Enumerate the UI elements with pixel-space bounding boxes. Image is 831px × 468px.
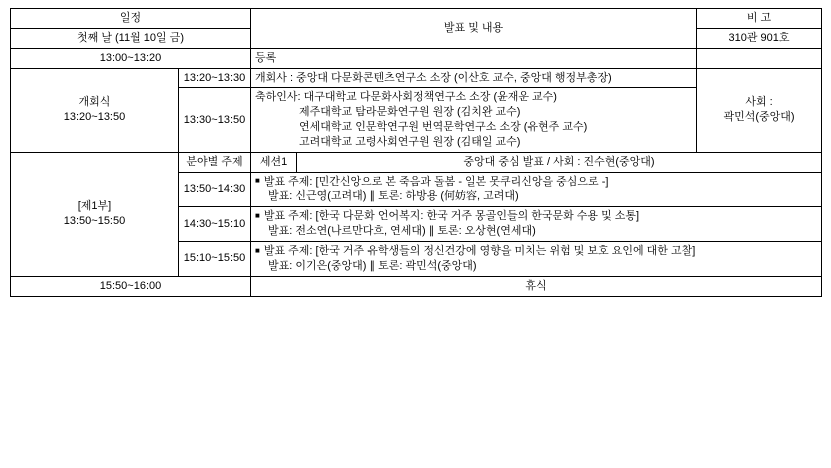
opening-title-time: 13:20~13:50	[63, 111, 126, 124]
opening-line: 제주대학교 탐라문화연구원 원장 (김치완 교수)	[299, 106, 521, 119]
opening-line: 개회사 : 중앙대 다문화콘텐츠연구소 소장 (이산호 교수, 중앙대 행정부총장)	[255, 71, 612, 84]
opening-row-title	[11, 68, 179, 152]
presenter-discussant: 발표: 이기은(중앙대) ∥ 토론: 곽민석(중앙대)	[268, 259, 477, 272]
presentation-title	[255, 209, 817, 224]
part1-row-title	[11, 152, 179, 276]
table-row	[11, 68, 822, 88]
part1-item-content-3	[251, 241, 822, 276]
break-label: 휴식	[251, 276, 822, 296]
table-row	[11, 48, 822, 68]
part1-item-time-3: 15:10~15:50	[179, 241, 251, 276]
part1-item-content-2	[251, 207, 822, 242]
header-schedule-title: 일정	[11, 9, 251, 29]
opening-line: 연세대학교 인문학연구원 번역문학연구소 소장 (유현주 교수)	[299, 121, 588, 134]
part1-title-text: [제1부]	[77, 200, 112, 213]
schedule-table	[10, 8, 822, 297]
part1-item-time-2: 14:30~15:10	[179, 207, 251, 242]
opening-item-content-1	[251, 68, 697, 88]
registration-time: 13:00~13:20	[11, 48, 251, 68]
presenter-discussant: 발표: 신근영(고려대) ∥ 토론: 하방용 (何妨容, 고려대)	[268, 190, 519, 203]
registration-label: 등록	[251, 48, 697, 68]
opening-host-line-1: 사회 :	[745, 96, 773, 109]
bullet-icon: ■	[255, 245, 260, 255]
bullet-icon: ■	[255, 210, 260, 220]
part1-item-content-1	[251, 172, 822, 207]
bullet-icon: ■	[255, 176, 260, 186]
break-time: 15:50~16:00	[11, 276, 251, 296]
header-content-title: 발표 및 내용	[251, 9, 697, 49]
table-header-row-1	[11, 9, 822, 29]
opening-item-time-1: 13:20~13:30	[179, 68, 251, 88]
table-row	[11, 152, 822, 172]
header-note-title: 비 고	[697, 9, 822, 29]
opening-line: 축하인사: 대구대학교 다문화사회정책연구소 소장 (윤재운 교수)	[255, 91, 557, 104]
opening-title-text: 개회식	[78, 96, 111, 109]
presentation-title	[255, 244, 817, 259]
presentation-title-text: 발표 주제: [한국 다문화 언어복지: 한국 거주 몽골인들의 한국문화 수용 및 소통]	[263, 210, 640, 223]
opening-host-line-2: 곽민석(중앙대)	[723, 111, 795, 124]
session-number-label: 세션1	[251, 152, 297, 172]
opening-host	[697, 68, 822, 152]
opening-line: 고려대학교 고령사회연구원 원장 (김태일 교수)	[299, 135, 521, 148]
table-row	[11, 276, 822, 296]
registration-note	[697, 48, 822, 68]
presentation-title-text: 발표 주제: [민간신앙으로 본 죽음과 돌봄 - 일본 못쿠리신앙을 중심으로 -]	[263, 175, 609, 188]
header-room-label: 310관 901호	[697, 28, 822, 48]
header-day-label: 첫째 날 (11월 10일 금)	[11, 28, 251, 48]
part1-item-time-1: 13:50~14:30	[179, 172, 251, 207]
presentation-title	[255, 175, 817, 190]
presentation-title-text: 발표 주제: [한국 거주 유학생들의 정신건강에 영향을 미치는 위험 및 보호 요인에 대한 고찰]	[263, 244, 696, 257]
opening-item-content-2	[251, 88, 697, 152]
topic-category-label: 분야별 주제	[179, 152, 251, 172]
opening-item-time-2: 13:30~13:50	[179, 88, 251, 152]
session-title: 중앙대 중심 발표 / 사회 : 진수현(중앙대)	[297, 152, 822, 172]
part1-title-time: 13:50~15:50	[63, 215, 126, 228]
presenter-discussant: 발표: 전소연(나르만다흐, 연세대) ∥ 토론: 오상현(연세대)	[268, 225, 536, 238]
